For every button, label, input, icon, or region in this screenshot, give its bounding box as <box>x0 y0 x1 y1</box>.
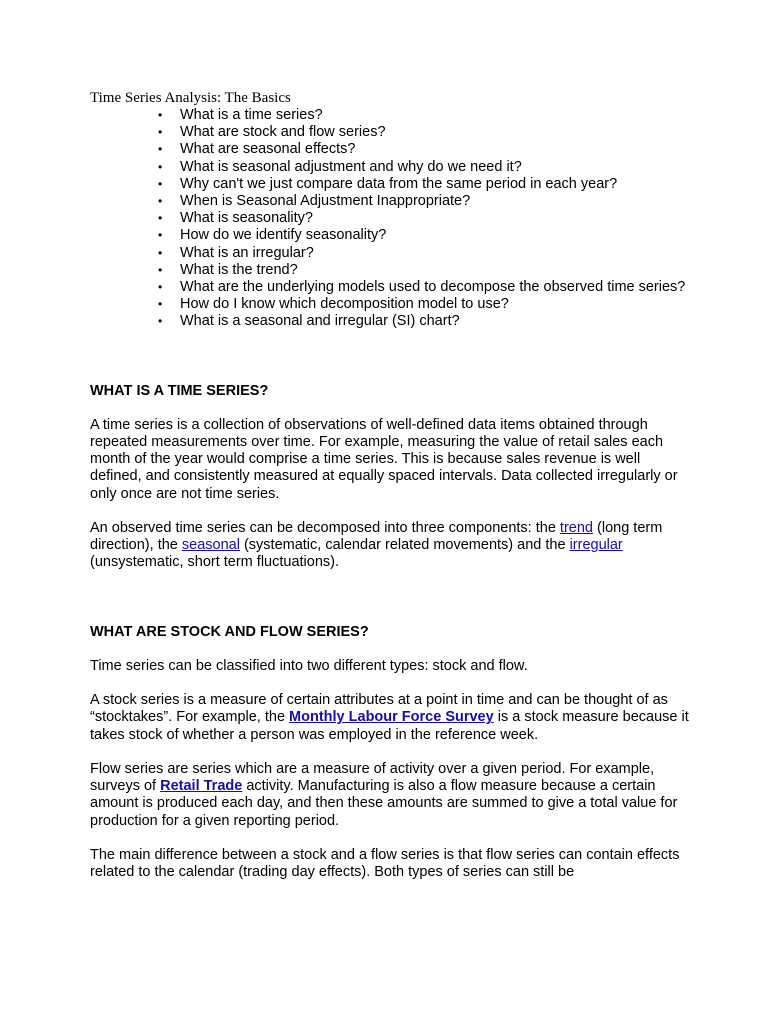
toc-item: • How do I know which decomposition model to use? <box>180 296 690 313</box>
toc-item: • What are seasonal effects? <box>180 141 690 158</box>
toc-item: • Why can't we just compare data from the same period in each year? <box>180 176 690 193</box>
seasonal-link[interactable]: seasonal <box>181 537 240 554</box>
toc-item: • What is seasonality? <box>180 210 690 227</box>
toc-item: • When is Seasonal Adjustment Inappropriate? <box>180 193 690 210</box>
document-page <box>90 90 690 899</box>
toc-item: • What is an irregular? <box>180 245 690 262</box>
trend-link[interactable]: trend <box>559 520 593 537</box>
text-run: An observed time series can be decomposed into three components: the <box>90 520 560 537</box>
paragraph-flow-series <box>90 761 690 830</box>
table-of-contents <box>90 107 690 331</box>
document-title: Time Series Analysis: The Basics <box>90 90 291 106</box>
section-heading-time-series: WHAT IS A TIME SERIES? <box>90 382 269 399</box>
text-run: A stock series is a measure of certain attributes at a point in time and can be thought of as “stocktakes”. For example, the <box>90 692 668 726</box>
paragraph-stock-flow-difference: The main difference between a stock and a flow series is that flow series can contain effects related to the calendar (trading day effects). Both types of series can still be <box>90 847 680 881</box>
paragraph-stock-flow-intro: Time series can be classified into two different types: stock and flow. <box>90 657 528 674</box>
paragraph-stock-series <box>90 692 690 744</box>
irregular-link[interactable]: irregular <box>569 537 623 554</box>
text-run: (systematic, calendar related movements) and the <box>239 537 570 554</box>
toc-item: • What is seasonal adjustment and why do we need it? <box>180 159 690 176</box>
toc-item: • How do we identify seasonality? <box>180 227 690 244</box>
toc-item: • What are the underlying models used to decompose the observed time series? <box>180 279 690 296</box>
text-run: activity. Manufacturing is also a flow measure because a certain amount is produced each day, and then these amounts are summed to give a total value for production for a given reporting period. <box>90 778 678 829</box>
section-heading-stock-flow: WHAT ARE STOCK AND FLOW SERIES? <box>90 623 369 640</box>
labour-force-survey-link[interactable]: Monthly Labour Force Survey <box>289 709 494 726</box>
toc-item: • What is a time series? <box>180 107 690 124</box>
toc-item: • What are stock and flow series? <box>180 124 690 141</box>
paragraph-components <box>90 520 690 572</box>
toc-item: • What is the trend? <box>180 262 690 279</box>
toc-item: • What is a seasonal and irregular (SI) chart? <box>180 313 690 330</box>
text-run: Flow series are series which are a measure of activity over a given period. For example, surveys of <box>90 761 655 795</box>
retail-trade-link[interactable]: Retail Trade <box>160 778 243 795</box>
text-run: (unsystematic, short term fluctuations). <box>90 554 339 571</box>
text-run: is a stock measure because it takes stock of whether a person was employed in the reference week. <box>90 709 689 743</box>
text-run: (long term direction), the <box>90 520 663 554</box>
paragraph-time-series-definition: A time series is a collection of observations of well-defined data items obtained through repeated measurements over time. For example, measuring the value of retail sales each month of the year would comprise a time series. This is because sales revenue is well defined, and consistently measured at equally spaced intervals. Data collected irregularly or only once are not time series. <box>90 416 678 502</box>
